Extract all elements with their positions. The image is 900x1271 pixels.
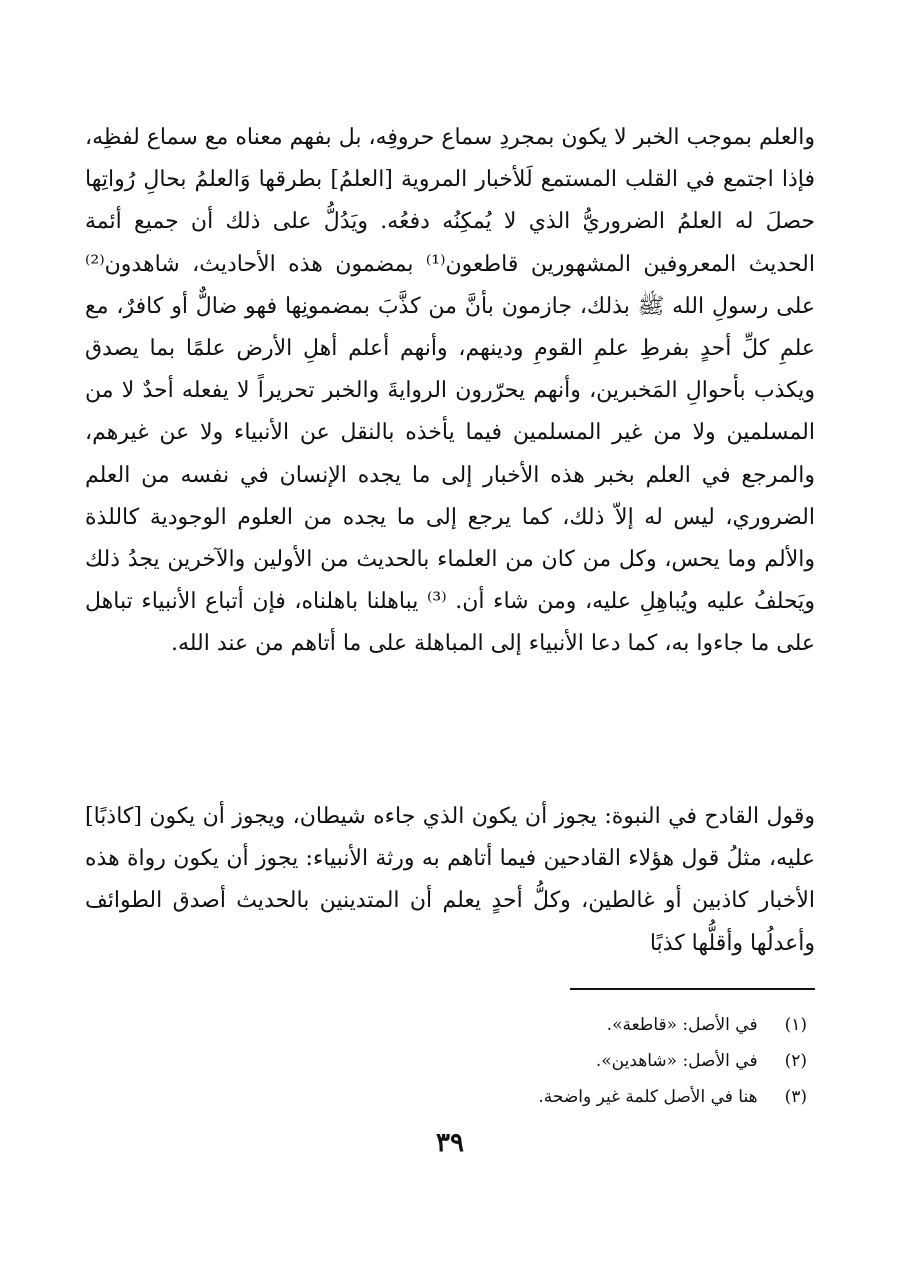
- footnotes-list: [107, 1007, 807, 1115]
- body-paragraph-1: والعلم بموجب الخبر لا يكون بمجردِ سماع حروفِه، بل بفهم معناه مع سماع لفظِه، فإذا اجتمع في القلب المستمع لَلأخبار المروية [العلمُ] بطرقها وَالعلمُ بحالِ رُواتِها حصلَ له العلمُ الضروريُّ الذي لا يُمكِنُه دفعُه. ويَدُلُّ على ذلك أن جميع أئمة الحديث المعروفين المشهورين قاطعون⁽¹⁾ بمضمون هذه الأحاديث، شاهدون⁽²⁾ على رسولِ الله ﷺ بذلك، جازمون بأنَّ من كذَّبَ بمضمونِها فهو ضالٌّ أو كافرٌ، مع علمِ كلِّ أحدٍ بفرطِ علمِ القومِ ودينهم، وأنهم أعلم أهلِ الأرض علمًا بما يصدق ويكذب بأحوالِ المَخبرين، وأنهم يحرّرون الروايةَ والخبر تحريراً لا يفعله أحدٌ لا من المسلمين ولا من غير المسلمين فيما يأخذه بالنقل عن الأنبياء ولا عن غيرهم، والمرجع في العلم بخبر هذه الأخبار إلى ما يجده الإنسان في نفسه من العلم الضروري، ليس له إلاّ ذلك، كما يرجع إلى ما يجده من العلوم الوجودية كاللذة والألم وما يحس، وكل من كان من العلماء بالحديث من الأولين والآخرين يجدُ ذلك ويَحلفُ عليه ويُباهِلِ عليه، ومن شاء أن. ⁽³⁾ يباهلنا باهلناه، فإن أتباع الأنبياء تباهل على ما جاءوا به، كما دعا الأنبياء إلى المباهلة على ما أتاهم من عند الله.: [85, 125, 815, 657]
- footnote-2-text: في الأصل: «شاهدين».: [595, 1051, 758, 1071]
- footnote-3-number: (٣): [784, 1087, 807, 1107]
- footnote-2-number: (٢): [784, 1051, 807, 1071]
- footnote-separator: [570, 988, 815, 990]
- footnote-1: [107, 1007, 807, 1043]
- body-paragraph-2: وقول القادح في النبوة: يجوز أن يكون الذي جاءه شيطان، ويجوز أن يكون [كاذبًا] عليه، مثلُ قول هؤلاء القادحين فيما أتاهم به ورثة الأنبياء: يجوز أن يكون رواة هذه الأخبار كاذبين أو غالطين، وكلُّ أحدٍ يعلم أن المتدينين بالحديث أصدق الطوائف وأعدلُها وأقلُّها كذبًا: [85, 804, 815, 956]
- page-number: ٣٩: [436, 1128, 464, 1158]
- footnote-3: [107, 1079, 807, 1115]
- footnote-2: [107, 1043, 807, 1079]
- footnote-1-number: (١): [784, 1015, 807, 1035]
- footnote-1-text: في الأصل: «قاطعة».: [606, 1015, 758, 1035]
- footnote-3-text: هنا في الأصل كلمة غير واضحة.: [538, 1087, 758, 1107]
